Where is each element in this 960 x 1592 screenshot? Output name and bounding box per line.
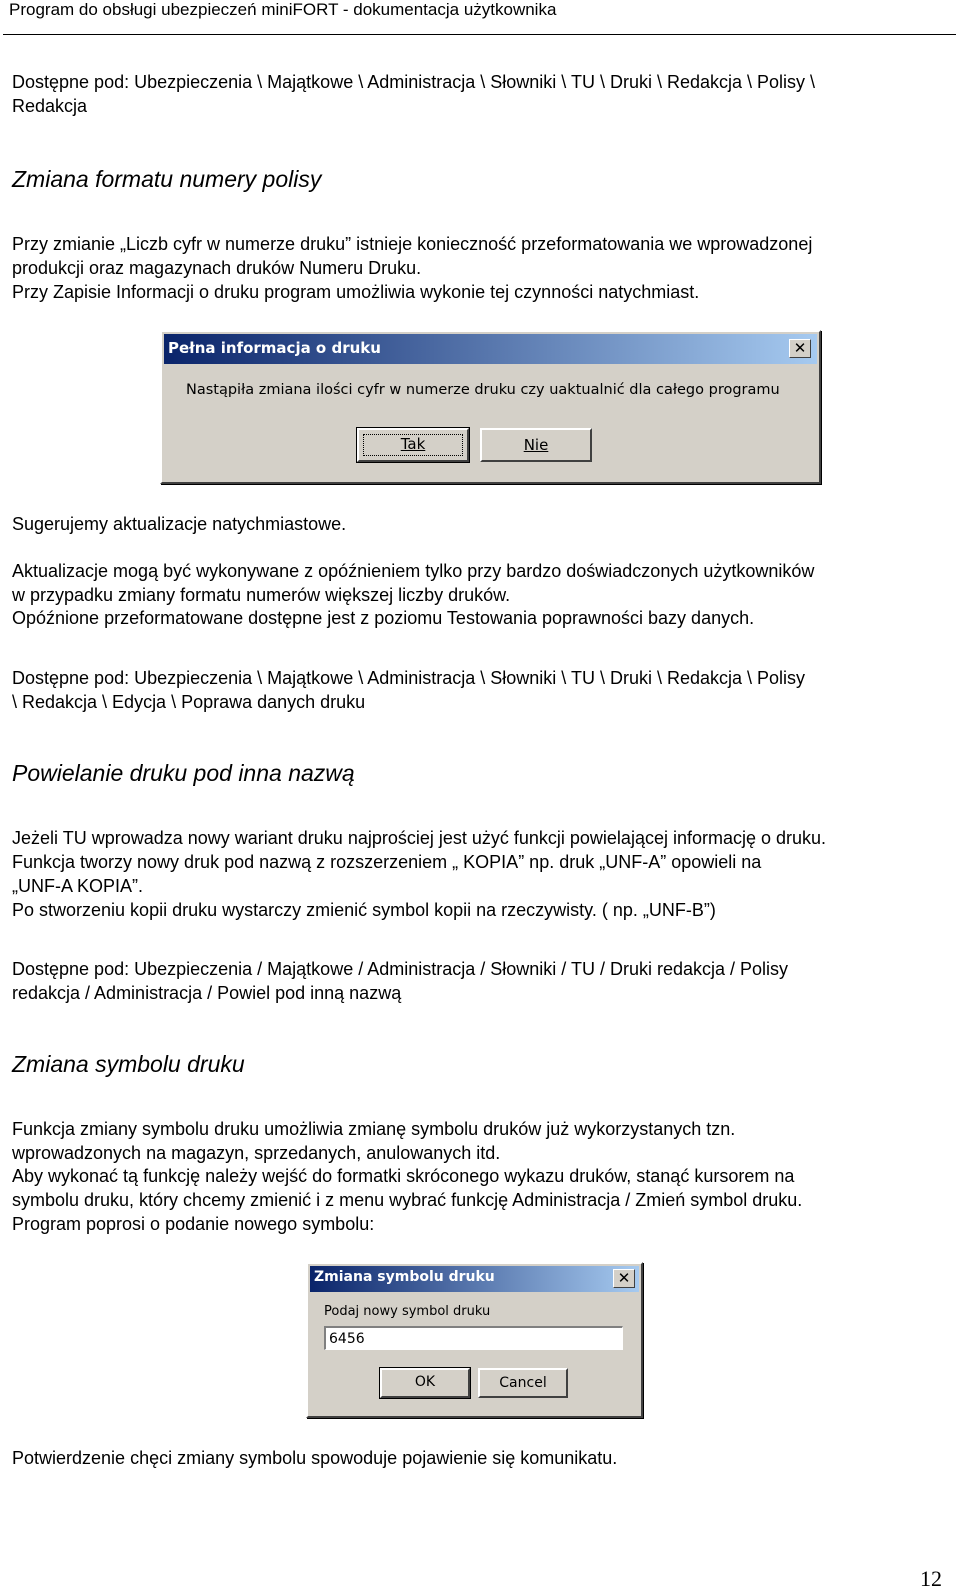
cancel-button-label: Cancel [499,1375,547,1391]
section-heading: Zmiana symbolu druku [12,1051,245,1077]
yes-button[interactable] [357,428,469,462]
paragraph-line: Program poprosi o podanie nowego symbolu: [12,1214,375,1234]
available-path-line: Redakcja [12,96,88,116]
section-heading: Powielanie druku pod inna nazwą [12,760,355,786]
paragraph-line: produkcji oraz magazynach druków Numeru Druku. [12,258,422,278]
paragraph-line: Przy Zapisie Informacji o druku program umożliwia wykonie tej czynności natychmiast. [12,282,700,302]
paragraph-line: Potwierdzenie chęci zmiany symbolu spowoduje pojawienie się komunikatu. [12,1448,618,1468]
header-divider [3,34,956,35]
document-header: Program do obsługi ubezpieczeń miniFORT - dokumentacja użytkownika [9,0,557,19]
close-icon[interactable]: ✕ [789,339,811,358]
paragraph-line: Funkcja zmiany symbolu druku umożliwia zmianę symbolu druków już wykorzystanych tzn. [12,1119,736,1139]
full-info-dialog [160,330,821,484]
available-path-line: Dostępne pod: Ubezpieczenia \ Majątkowe \ Administracja \ Słowniki \ TU \ Druki \ Redakcja \ Polisy \ [12,72,816,92]
yes-button-label: Tak [400,435,426,453]
page-number: 12 [920,1566,942,1591]
cancel-button[interactable] [478,1368,568,1398]
available-path-line: Dostępne pod: Ubezpieczenia / Majątkowe / Administracja / Słowniki / TU / Druki redakcja / Polisy [12,959,789,979]
no-button-label: Nie [523,436,549,454]
dialog-titlebar [164,334,817,364]
available-path-line: \ Redakcja \ Edycja \ Poprawa danych druku [12,692,366,712]
paragraph-line: Po stworzeniu kopii druku wystarczy zmienić symbol kopii na rzeczywisty. ( np. „UNF-B”) [12,900,716,920]
ok-button-label: OK [414,1374,436,1390]
symbol-input[interactable]: 6456 [324,1326,623,1350]
paragraph-line: Opóźnione przeformatowane dostępne jest z poziomu Testowania poprawności bazy danych. [12,608,755,628]
paragraph-line: w przypadku zmiany formatu numerów większej liczby druków. [12,585,511,605]
dialog-titlebar [310,1266,639,1292]
paragraph-line: Aby wykonać tą funkcję należy wejść do formatki skróconego wykazu druków, stanąć kursorem na [12,1166,795,1186]
change-symbol-dialog [306,1262,643,1418]
focus-ring [363,434,463,456]
ok-button[interactable] [380,1368,470,1398]
paragraph-line: Jeżeli TU wprowadza nowy wariant druku najprościej jest użyć funkcji powielającej informację o druku. [12,828,827,848]
paragraph-line: Aktualizacje mogą być wykonywane z opóźnieniem tylko przy bardzo doświadczonych użytkowników [12,561,815,581]
paragraph-line: symbolu druku, który chcemy zmienić i z menu wybrać funkcję Administracja / Zmień symbol druku. [12,1190,803,1210]
available-path-line: Dostępne pod: Ubezpieczenia \ Majątkowe \ Administracja \ Słowniki \ TU \ Druki \ Redakcja \ Polisy [12,668,806,688]
dialog-message: Nastąpiła zmiana ilości cyfr w numerze druku czy uaktualnić dla całego programu [186,382,780,398]
paragraph-line: Przy zmianie „Liczb cyfr w numerze druku” istnieje konieczność przeformatowania we wprowadzonej [12,234,813,254]
paragraph-line: „UNF-A KOPIA”. [12,876,144,896]
dialog-title: Pełna informacja o druku [168,339,381,357]
section-heading: Zmiana formatu numery polisy [12,166,322,192]
dialog-title: Zmiana symbolu druku [314,1269,495,1285]
symbol-field-label: Podaj nowy symbol druku [324,1304,491,1319]
available-path-line: redakcja / Administracja / Powiel pod inną nazwą [12,983,402,1003]
close-icon[interactable]: ✕ [613,1269,635,1288]
paragraph-line: wprowadzonych na magazyn, sprzedanych, anulowanych itd. [12,1143,501,1163]
no-button[interactable] [480,428,592,462]
paragraph-line: Sugerujemy aktualizacje natychmiastowe. [12,514,347,534]
paragraph-line: Funkcja tworzy nowy druk pod nazwą z rozszerzeniem „ KOPIA” np. druk „UNF-A” opowieli na [12,852,762,872]
